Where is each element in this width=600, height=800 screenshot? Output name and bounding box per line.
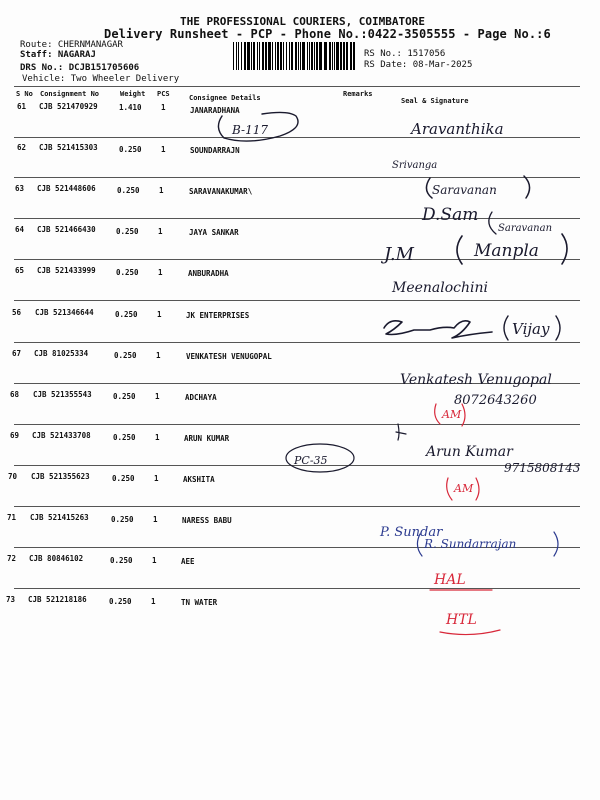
cell-consignee: SARAVANAKUMAR\ — [189, 187, 253, 196]
cell-sno: 72 — [7, 554, 17, 563]
barcode-bar — [265, 42, 267, 70]
cell-consignee: ARUN KUMAR — [184, 434, 230, 443]
paren-strokes — [417, 532, 558, 556]
barcode-bar — [307, 42, 308, 70]
barcode-bar — [280, 42, 282, 70]
cell-sno: 65 — [15, 266, 25, 275]
barcode-bar — [268, 42, 271, 70]
cell-weight: 1.410 — [119, 103, 142, 112]
cell-sno: 63 — [15, 184, 25, 193]
row67-signature: Venkatesh Venugopal — [400, 372, 552, 388]
row73-mark: HTL — [446, 612, 477, 628]
barcode-bar — [343, 42, 345, 70]
row64-signature: J.M — [384, 244, 414, 265]
row-divider — [14, 259, 580, 260]
barcode-bar — [302, 42, 305, 70]
cell-sno: 62 — [17, 143, 27, 152]
cell-consignment: CJB 521433708 — [32, 431, 91, 440]
row-divider — [14, 465, 580, 466]
cell-pcs: 1 — [161, 145, 166, 154]
cell-pcs: 1 — [158, 227, 163, 236]
cell-pcs: 1 — [156, 351, 161, 360]
barcode-bar — [247, 42, 250, 70]
cell-consignee: VENKATESH VENUGOPAL — [186, 352, 272, 361]
table-top-rule — [14, 86, 580, 87]
row-divider — [14, 588, 580, 589]
cell-consignment: CJB 521218186 — [28, 595, 87, 604]
cell-pcs: 1 — [161, 103, 166, 112]
barcode-bar — [291, 42, 293, 70]
barcode-bar — [244, 42, 246, 70]
barcode-bar — [300, 42, 301, 70]
red-mark-strokes — [447, 478, 479, 500]
cell-consignment: CJB 521415263 — [30, 513, 89, 522]
cell-sno: 61 — [17, 102, 27, 111]
row67-phone: 8072643260 — [454, 393, 537, 408]
row63-paren: Saravanan — [498, 223, 553, 234]
cell-pcs: 1 — [153, 515, 158, 524]
row-divider — [14, 137, 580, 138]
col-seal-signature: Seal & Signature — [401, 97, 469, 105]
cell-sno: 68 — [10, 390, 20, 399]
cell-weight: 0.250 — [111, 515, 134, 524]
cell-weight: 0.250 — [110, 556, 133, 565]
cell-weight: 0.250 — [114, 351, 137, 360]
barcode-bar — [350, 42, 352, 70]
red-mark-strokes — [435, 404, 465, 426]
cell-consignment: CJB 521448606 — [37, 184, 96, 193]
cell-consignment: CJB 521355543 — [33, 390, 92, 399]
barcode-bar — [295, 42, 297, 70]
barcode-bar — [262, 42, 264, 70]
cell-sno: 56 — [12, 308, 22, 317]
barcode-bar — [334, 42, 335, 70]
row64-paren: Manpla — [474, 241, 539, 261]
staff-label: Staff: NAGARAJ — [20, 50, 96, 60]
barcode-bar — [277, 42, 279, 70]
barcode-bar — [319, 42, 322, 70]
cell-pcs: 1 — [159, 186, 164, 195]
barcode-bar — [272, 42, 273, 70]
vehicle-label: Vehicle: Two Wheeler Delivery — [22, 74, 180, 84]
cell-sno: 73 — [6, 595, 16, 604]
drs-number: DRS No.: DCJB151705606 — [20, 63, 140, 73]
cell-consignment: CJB 521346644 — [35, 308, 94, 317]
cell-consignment: CJB 521355623 — [31, 472, 90, 481]
cell-weight: 0.250 — [115, 310, 138, 319]
barcode-bar — [238, 42, 239, 70]
rs-date: RS Date: 08-Mar-2025 — [364, 60, 473, 70]
cell-pcs: 1 — [155, 433, 160, 442]
row71-paren: R. Sundarrajan — [424, 537, 517, 551]
cell-consignee: AKSHITA — [183, 475, 215, 484]
cell-weight: 0.250 — [109, 597, 132, 606]
row63-signature: D.Sam — [422, 205, 479, 225]
col-sno: S No — [16, 90, 33, 98]
row66-signature-scribble — [384, 321, 492, 338]
barcode-bar — [332, 42, 333, 70]
cell-weight: 0.250 — [112, 474, 135, 483]
barcode-bar — [298, 42, 299, 70]
cell-consignment: CJB 81025334 — [34, 349, 89, 358]
cell-pcs: 1 — [154, 474, 159, 483]
cell-consignee: AEE — [181, 557, 195, 566]
cell-sno: 71 — [7, 513, 17, 522]
cell-weight: 0.250 — [116, 268, 139, 277]
barcode-bar — [259, 42, 260, 70]
cell-consignee: ADCHAYA — [185, 393, 217, 402]
row72-mark: HAL — [434, 572, 466, 588]
paren-strokes — [504, 316, 560, 340]
cell-weight: 0.250 — [113, 433, 136, 442]
cell-consignee: NARESS BABU — [182, 516, 232, 525]
route-label: Route: CHERNMANAGAR — [20, 40, 123, 50]
barcode-bar — [324, 42, 327, 70]
runsheet-title: Delivery Runsheet - PCP - Phone No.:0422-3505555 - Page No.:6 — [104, 27, 551, 41]
note-circle — [286, 444, 354, 472]
cell-pcs: 1 — [155, 392, 160, 401]
col-weight: Weight — [120, 90, 146, 98]
cell-weight: 0.250 — [113, 392, 136, 401]
row61-note: B-117 — [232, 123, 268, 137]
cell-pcs: 1 — [157, 310, 162, 319]
cell-consignment: CJB 521433999 — [37, 266, 96, 275]
cell-consignment: CJB 80846102 — [29, 554, 84, 563]
barcode-bar — [311, 42, 313, 70]
cell-consignment: CJB 521415303 — [39, 143, 98, 152]
col-pcs: PCS — [157, 90, 170, 98]
row-divider — [14, 383, 580, 384]
barcode-bar — [241, 42, 242, 70]
cell-sno: 67 — [12, 349, 22, 358]
row62-paren: Saravanan — [432, 183, 497, 197]
row66-paren: Vijay — [512, 320, 550, 338]
row-divider — [14, 300, 580, 301]
row-divider — [14, 218, 580, 219]
barcode-bar — [233, 42, 234, 70]
row-divider — [14, 177, 580, 178]
barcode-bar — [314, 42, 315, 70]
barcode-bar — [329, 42, 331, 70]
row-divider — [14, 506, 580, 507]
cell-pcs: 1 — [152, 556, 157, 565]
cell-weight: 0.250 — [117, 186, 140, 195]
barcode-bar — [309, 42, 310, 70]
company-name: THE PROFESSIONAL COURIERS, COIMBATORE — [180, 15, 426, 28]
barcode-bar — [353, 42, 355, 70]
row62-signature: Srivanga — [392, 160, 438, 171]
cell-pcs: 1 — [158, 268, 163, 277]
cell-pcs: 1 — [151, 597, 156, 606]
barcode-bar — [275, 42, 276, 70]
cell-sno: 64 — [15, 225, 25, 234]
row61-signature: Aravanthika — [411, 120, 504, 138]
cell-consignee: SOUNDARRAJN — [190, 146, 240, 155]
cell-consignee: JAYA SANKAR — [189, 228, 239, 237]
cell-consignment: CJB 521470929 — [39, 102, 98, 111]
row71-signature: P. Sundar — [380, 525, 443, 540]
barcode-bar — [340, 42, 342, 70]
cell-weight: 0.250 — [119, 145, 142, 154]
col-consignee: Consignee Details — [189, 94, 261, 102]
barcode-bar — [289, 42, 290, 70]
row68-mark: AM — [442, 408, 462, 421]
barcode-bar — [346, 42, 348, 70]
row-divider — [14, 547, 580, 548]
barcode-bar — [236, 42, 237, 70]
barcode-bar — [316, 42, 318, 70]
row70-mark: AM — [454, 482, 474, 495]
cell-consignee: JANARADHANA — [190, 106, 240, 115]
red-underline — [440, 630, 500, 635]
row69-note: PC-35 — [294, 454, 328, 467]
row69-phone: 9715808143 — [504, 461, 581, 475]
barcode-bar — [253, 42, 255, 70]
cell-weight: 0.250 — [116, 227, 139, 236]
rs-number: RS No.: 1517056 — [364, 49, 446, 59]
row65-signature: Meenalochini — [392, 280, 489, 296]
cell-consignee: TN WATER — [181, 598, 218, 607]
barcode-bar — [336, 42, 339, 70]
col-remarks: Remarks — [343, 90, 373, 98]
cell-consignee: JK ENTERPRISES — [186, 311, 250, 320]
barcode-bar — [286, 42, 287, 70]
barcode-bar — [251, 42, 252, 70]
cell-sno: 70 — [8, 472, 18, 481]
cell-consignment: CJB 521466430 — [37, 225, 96, 234]
signature-tick — [396, 424, 406, 440]
paren-stroke — [489, 212, 496, 234]
row-divider — [14, 424, 580, 425]
row69-signature: Arun Kumar — [426, 444, 513, 460]
cell-consignee: ANBURADHA — [188, 269, 229, 278]
cell-sno: 69 — [10, 431, 20, 440]
paren-strokes — [426, 176, 529, 198]
barcode-bar — [283, 42, 284, 70]
col-consignment: Consignment No — [40, 90, 100, 98]
barcode-bar — [257, 42, 258, 70]
row-divider — [14, 342, 580, 343]
barcode-image — [233, 42, 355, 70]
